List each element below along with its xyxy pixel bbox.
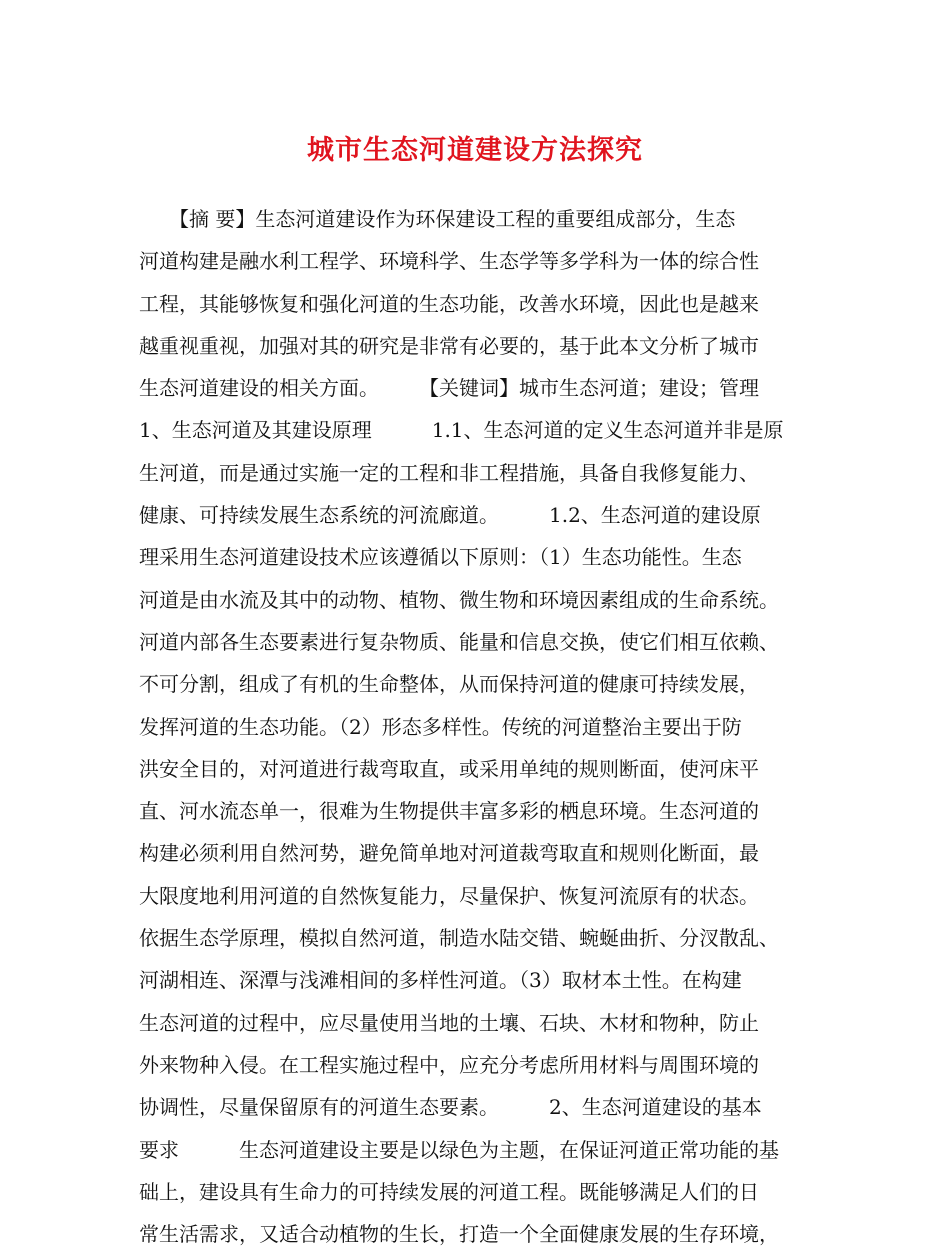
text-line: 不可分割，组成了有机的生命整体，从而保持河道的健康可持续发展， [139, 672, 759, 697]
text-line: 依据生态学原理，模拟自然河道，制造水陆交错、蜿蜒曲折、分汊散乱、 [139, 926, 779, 951]
text-line: 生态河道的过程中，应尽量使用当地的土壤、石块、木材和物种，防止 [139, 1010, 759, 1035]
text-line: 外来物种入侵。在工程实施过程中，应充分考虑所用材料与周围环境的 [139, 1052, 759, 1077]
text-line: 【摘 要】生态河道建设作为环保建设工程的重要组成部分，生态 [139, 207, 736, 231]
text-line: 构建必须利用自然河势，避免简单地对河道裁弯取直和规则化断面，最 [139, 841, 759, 866]
text-line: 协调性，尽量保留原有的河道生态要素。 2、生态河道建设的基本 [139, 1095, 762, 1120]
text-line: 河湖相连、深潭与浅滩相间的多样性河道。（3）取材本土性。在构建 [139, 968, 742, 993]
text-line: 大限度地利用河道的自然恢复能力，尽量保护、恢复河流原有的状态。 [139, 883, 759, 908]
text-line: 河道构建是融水利工程学、环境科学、生态学等多学科为一体的综合性 [139, 249, 759, 274]
document-title: 城市生态河道建设方法探究 [307, 135, 643, 166]
text-line: 直、河水流态单一，很难为生物提供丰富多彩的栖息环境。生态河道的 [139, 799, 759, 824]
text-line: 1、生态河道及其建设原理 1.1、生态河道的定义生态河道并非是原 [139, 418, 784, 443]
text-line: 健康、可持续发展生态系统的河流廊道。 1.2、生态河道的建设原 [139, 503, 761, 528]
body-text [139, 198, 819, 1255]
text-line: 河道内部各生态要素进行复杂物质、能量和信息交换，使它们相互依赖、 [139, 629, 779, 654]
text-line: 生河道，而是通过实施一定的工程和非工程措施，具备自我修复能力、 [139, 460, 759, 485]
text-line: 常生活需求，又适合动植物的生长，打造一个全面健康发展的生存环境， [139, 1222, 779, 1247]
text-line: 要求 生态河道建设主要是以绿色为主题，在保证河道正常功能的基 [139, 1137, 779, 1162]
text-line: 理采用生态河道建设技术应该遵循以下原则：（1）生态功能性。生态 [139, 545, 742, 570]
text-line: 越重视重视，加强对其的研究是非常有必要的，基于此本文分析了城市 [139, 333, 759, 358]
text-line: 生态河道建设的相关方面。 【关键词】城市生态河道；建设；管理 [139, 376, 759, 401]
text-line: 础上，建设具有生命力的可持续发展的河道工程。既能够满足人们的日 [139, 1179, 759, 1204]
text-line: 发挥河道的生态功能。（2）形态多样性。传统的河道整治主要出于防 [139, 714, 742, 739]
text-line: 河道是由水流及其中的动物、植物、微生物和环境因素组成的生命系统。 [139, 587, 779, 612]
text-line: 工程，其能够恢复和强化河道的生态功能，改善水环境，因此也是越来 [139, 291, 759, 316]
text-line: 洪安全目的，对河道进行裁弯取直，或采用单纯的规则断面，使河床平 [139, 756, 759, 781]
